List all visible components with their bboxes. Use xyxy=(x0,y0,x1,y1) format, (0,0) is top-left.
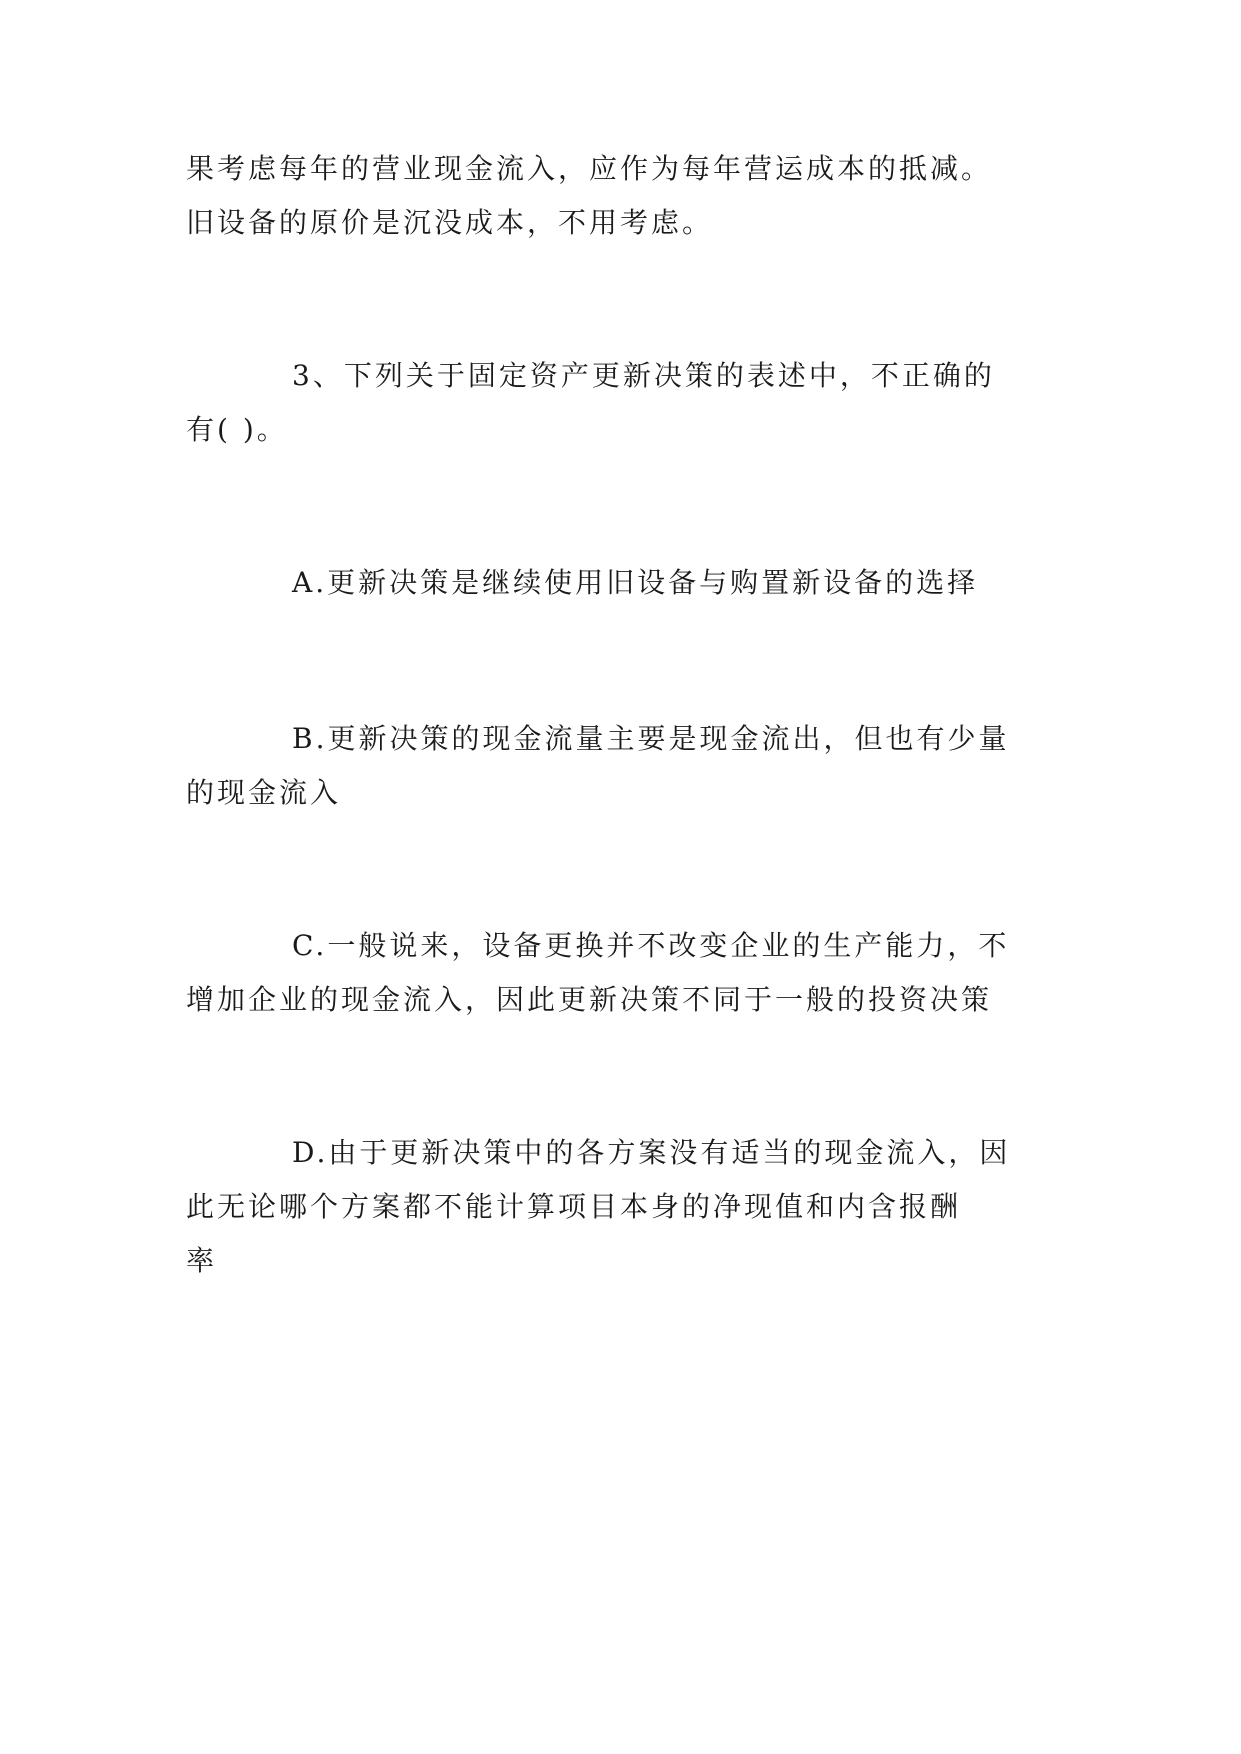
option-line: 的现金流入 xyxy=(186,776,342,809)
option-d xyxy=(186,1126,1056,1288)
option-line: D.由于更新决策中的各方案没有适当的现金流入，因 xyxy=(292,1136,1011,1169)
option-a xyxy=(186,556,1056,610)
question-3 xyxy=(186,349,1056,457)
option-b xyxy=(186,712,1056,820)
option-line: A.更新决策是继续使用旧设备与购置新设备的选择 xyxy=(292,566,979,599)
question-line: 3、下列关于固定资产更新决策的表述中，不正确的 xyxy=(292,359,995,392)
question-line: 有( )。 xyxy=(186,413,288,446)
continuation-paragraph xyxy=(186,142,1056,250)
option-line: 增加企业的现金流入，因此更新决策不同于一般的投资决策 xyxy=(186,983,993,1016)
option-line: 率 xyxy=(186,1244,218,1277)
option-c xyxy=(186,919,1056,1027)
option-line: 此无论哪个方案都不能计算项目本身的净现值和内含报酬 xyxy=(186,1190,962,1223)
option-line: C.一般说来，设备更换并不改变企业的生产能力，不 xyxy=(292,929,1010,962)
paragraph-line: 旧设备的原价是沉没成本，不用考虑。 xyxy=(186,206,714,239)
paragraph-line: 果考虑每年的营业现金流入，应作为每年营运成本的抵减。 xyxy=(186,152,993,185)
option-line: B.更新决策的现金流量主要是现金流出，但也有少量 xyxy=(292,722,1010,755)
